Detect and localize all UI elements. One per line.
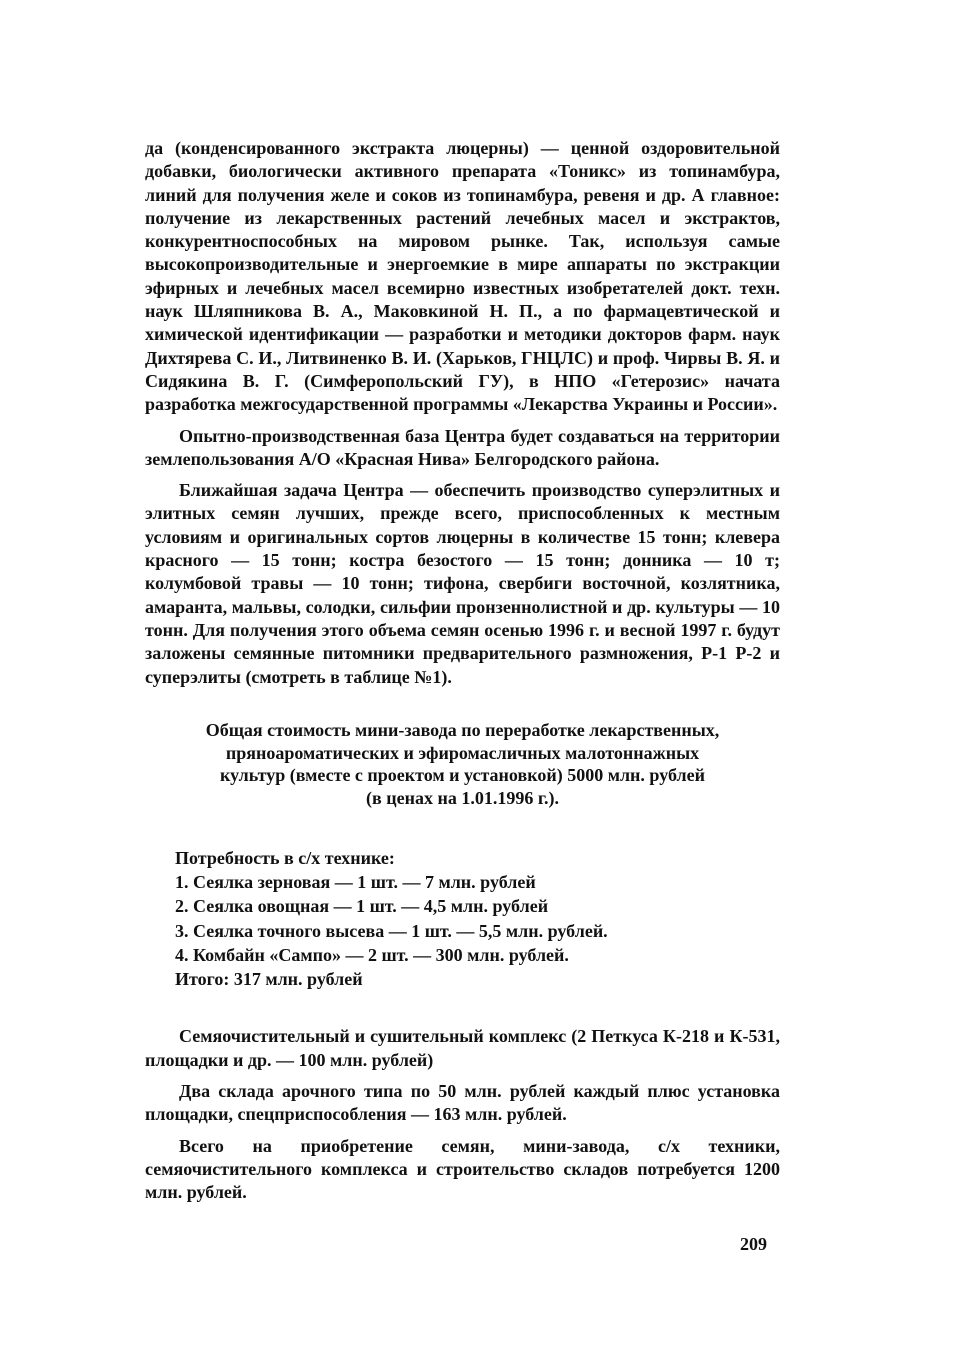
equipment-item: 1. Сеялка зерновая — 1 шт. — 7 млн. рублей [175,871,536,892]
cost-heading-line: пряноароматических и эфиромасличных малотоннажных [225,742,700,763]
cost-heading-line: Общая стоимость мини-завода по переработке лекарственных, [205,719,720,740]
equipment-item: 3. Сеялка точного высева — 1 шт. — 5,5 млн. рублей. [175,920,608,941]
equipment-total: Итого: 317 млн. рублей [175,969,363,990]
paragraph-cleaning-complex: Семяочистительный и сушительный комплекс (2 Петкуса К-218 и К-531, площадки и др. — 100 млн. рублей) [145,1026,780,1070]
paragraph-seed-task: Ближайшая задача Центра — обеспечить производство суперэлитных и элитных семян лучших, прежде всего, приспособленных к местным условиям и оригинальных сортов люцерны в количестве 15 тонн; клевера красного — 15 тонн; костра безостого — 15 тонн; донника — 10 т; колумбовой травы — 10 тонн; тифона, свербиги восточной, козлятника, амаранта, мальвы, солодки, сильфии пронзеннолистной и др. культуры — 10 тонн. Для получения этого объема семян осенью 1996 г. и весной 1997 г. будут заложены семянные питомники предварительного размножения, Р-1 Р-2 и суперэлиты (смотреть в таблице №1). [145,480,780,687]
cost-heading-line: культур (вместе с проектом и установкой) 5000 млн. рублей [220,765,705,786]
body-text [145,137,780,1205]
equipment-needs-list [145,846,780,992]
paragraph-warehouses: Два склада арочного типа по 50 млн. рублей каждый плюс установка площадки, спецприспособления — 163 млн. рублей. [145,1081,780,1125]
paragraph-production-base: Опытно-производственная база Центра будет создаваться на территории землепользования А/О «Красная Нива» Белгородского района. [145,425,780,469]
equipment-item: 4. Комбайн «Сампо» — 2 шт. — 300 млн. рублей. [175,944,569,965]
equipment-needs-title: Потребность в с/х технике: [175,847,395,868]
equipment-item: 2. Сеялка овощная — 1 шт. — 4,5 млн. рублей [175,896,549,917]
page-number: 209 [740,1234,767,1254]
cost-heading-line: (в ценах на 1.01.1996 г.). [366,787,559,808]
paragraph-total: Всего на приобретение семян, мини-завода, с/х техники, семяочистительного комплекса и строительство складов потребуется 1200 млн. рублей. [145,1135,780,1203]
paragraph-intro: да (конденсированного экстракта люцерны) — ценной оздоровительной добавки, биологически активного препарата «Тоникс» из топинамбура, линий для получения желе и соков из топинамбура, ревеня и др. А главное: получение из лекарственных растений лечебных масел и экстрактов, конкурентноспособных на мировом рынке. Так, используя самые высокопроизводительные и энергоемкие в мире аппараты по экстракции эфирных и лечебных масел всемирно известных изобретателей докт. техн. наук Шляпникова В. А., Маковкиной Н. П., а по фармацевтической и химической идентификации — разработки и методики докторов фарм. наук Дихтярева С. И., Литвиненко В. И. (Харьков, ГНЦЛС) и проф. Чирвы В. Я. и Сидякина В. Г. (Симферопольский ГУ), в НПО «Гетерозис» начата разработка межгосударственной программы «Лекарства Украины и России». [145,138,780,415]
cost-heading [145,719,780,810]
